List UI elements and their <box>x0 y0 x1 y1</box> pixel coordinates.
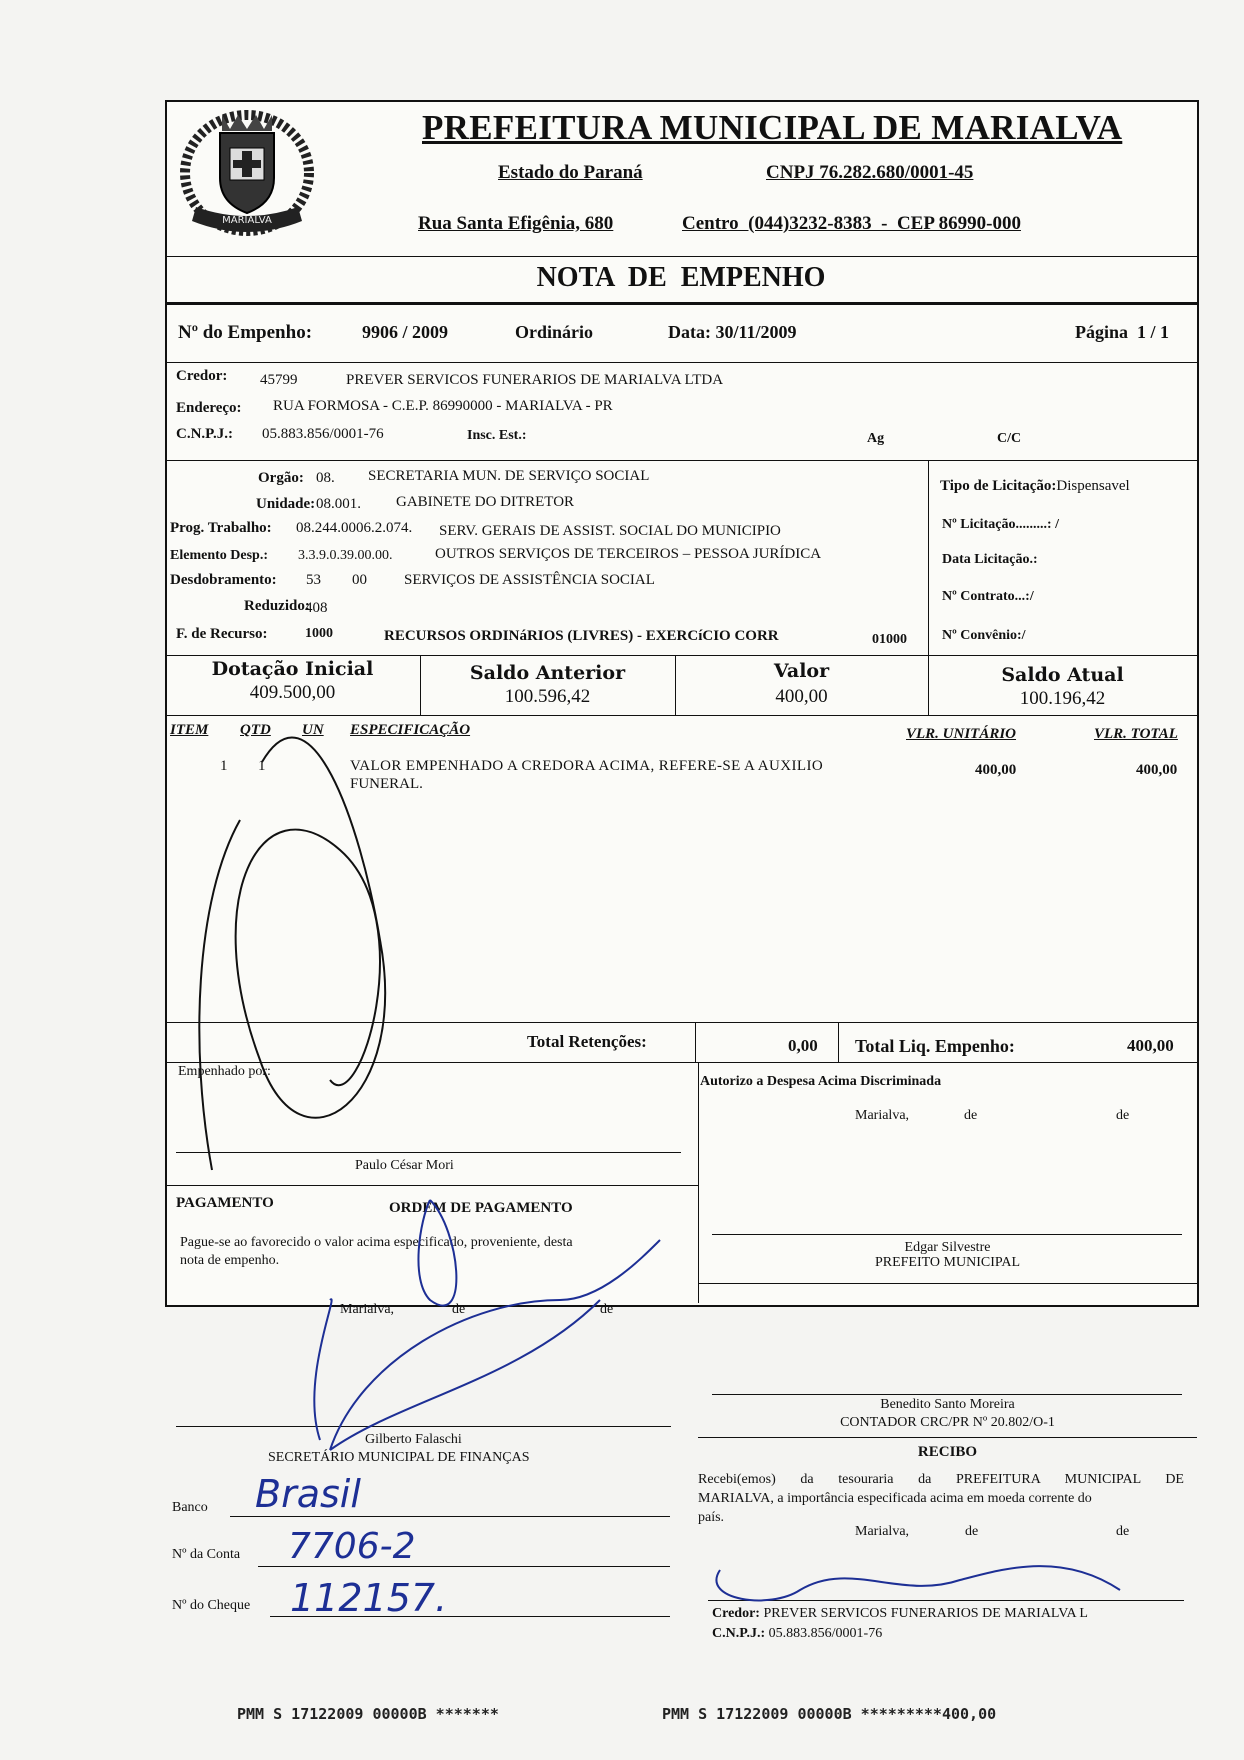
col-qtd: QTD <box>240 722 271 738</box>
prog-label: Prog. Trabalho: <box>170 520 272 536</box>
data-licitacao: Data Licitação.: <box>942 552 1038 567</box>
total-retencoes-label: Total Retenções: <box>527 1032 647 1051</box>
valor-label: Valor <box>773 660 830 682</box>
conta-label: Nº da Conta <box>172 1547 241 1562</box>
unidade-label: Unidade: <box>256 496 316 512</box>
page-number: Página 1 / 1 <box>1075 322 1170 342</box>
recibo-text-line1: Recebi(emos) da tesouraria da PREFEITURA MUNICIPAL DE <box>698 1472 1184 1487</box>
credor-address: RUA FORMOSA - C.E.P. 86990000 - MARIALVA - PR <box>273 398 613 414</box>
contador-role: CONTADOR CRC/PR Nº 20.802/O-1 <box>840 1415 1055 1430</box>
banco-label: Banco <box>172 1500 208 1515</box>
recibo-de1: de <box>965 1524 979 1539</box>
credor-label: Credor: <box>176 368 228 384</box>
saldo-anterior-label: Saldo Anterior <box>469 662 626 684</box>
payment-stamp-left: PMM S 17122009 00000B ******* <box>237 1705 499 1723</box>
elemento-label: Elemento Desp.: <box>170 548 268 563</box>
recibo-credor: Credor: PREVER SERVICOS FUNERARIOS DE MARIALVA L <box>712 1606 1088 1621</box>
pagamento-de1: de <box>452 1302 466 1317</box>
document-title: NOTA DE EMPENHO <box>536 262 826 293</box>
cheque-label: Nº do Cheque <box>172 1598 251 1613</box>
secretary-name: Gilberto Falaschi <box>365 1432 462 1447</box>
row-item: 1 <box>220 758 228 774</box>
desdobramento-name: SERVIÇOS DE ASSISTÊNCIA SOCIAL <box>404 572 655 588</box>
col-spec: ESPECIFICAÇÃO <box>350 722 471 738</box>
desdobramento-code2: 00 <box>352 572 367 588</box>
reduzido-value: 408 <box>305 600 328 616</box>
cc-label: C/C <box>997 431 1022 446</box>
cnpj-label: CNPJ 76.282.680/0001-45 <box>766 162 974 183</box>
pagamento-place: Marialva, <box>340 1302 395 1317</box>
col-total: VLR. TOTAL <box>1094 726 1178 742</box>
row-total: 400,00 <box>1136 762 1178 778</box>
saldo-atual-value: 100.196,42 <box>1019 688 1106 709</box>
row-spec-line1: VALOR EMPENHADO A CREDORA ACIMA, REFERE-SE A AUXILIO <box>350 758 824 774</box>
ordem-pagamento-title: ORDEM DE PAGAMENTO <box>389 1200 573 1216</box>
valor-value: 400,00 <box>775 686 828 707</box>
pagamento-text-line2: nota de empenho. <box>180 1253 280 1268</box>
address-label: Rua Santa Efigênia, 680 <box>418 213 614 234</box>
row-unit: 400,00 <box>975 762 1017 778</box>
payment-stamp-right: PMM S 17122009 00000B *********400,00 <box>662 1705 997 1723</box>
mayor-name: Edgar Silvestre <box>904 1240 991 1255</box>
secretary-role: SECRETÁRIO MUNICIPAL DE FINANÇAS <box>268 1450 530 1465</box>
numero-licitacao: Nº Licitação.........: / <box>942 517 1059 532</box>
dotacao-value: 409.500,00 <box>249 682 336 703</box>
prog-code: 08.244.0006.2.074. <box>296 520 413 536</box>
cheque-value: 112157. <box>290 1576 448 1620</box>
saldo-anterior-value: 100.596,42 <box>504 686 591 707</box>
saldo-atual-label: Saldo Atual <box>1001 664 1124 686</box>
orgao-label: Orgão: <box>258 470 304 486</box>
svg-text:MARIALVA: MARIALVA <box>222 215 272 226</box>
insc-est-label: Insc. Est.: <box>467 428 527 443</box>
credor-name: PREVER SERVICOS FUNERARIOS DE MARIALVA LTDA <box>346 372 724 388</box>
empenhado-label: Empenhado por: <box>178 1064 271 1079</box>
numero-contrato: Nº Contrato...:/ <box>942 589 1034 604</box>
recibo-title: RECIBO <box>917 1444 978 1460</box>
credor-code: 45799 <box>260 372 298 388</box>
conta-value: 7706-2 <box>288 1526 416 1567</box>
pagamento-de2: de <box>600 1302 614 1317</box>
recibo-text-line3: país. <box>698 1510 725 1525</box>
pagamento-text-line1: Pague-se ao favorecido o valor acima especificado, proveniente, desta <box>180 1235 573 1250</box>
total-liquido-value: 400,00 <box>1127 1036 1174 1055</box>
reduzido-label: Reduzido: <box>244 598 310 614</box>
recurso-label: F. de Recurso: <box>176 626 268 642</box>
orgao-name: SECRETARIA MUN. DE SERVIÇO SOCIAL <box>368 468 650 484</box>
total-retencoes-value: 0,00 <box>788 1036 818 1055</box>
tipo-licitacao-label: Tipo de Licitação:Dispensavel <box>940 478 1130 494</box>
banco-value: Brasil <box>255 1472 361 1516</box>
empenhado-name: Paulo César Mori <box>355 1158 454 1173</box>
prog-name: SERV. GERAIS DE ASSIST. SOCIAL DO MUNICIPIO <box>439 523 781 539</box>
state-label: Estado do Paraná <box>498 162 643 183</box>
contact-label: Centro (044)3232-8383 - CEP 86990-000 <box>682 213 1021 234</box>
recibo-de2: de <box>1116 1524 1130 1539</box>
empenho-label: Nº do Empenho: <box>178 322 313 343</box>
recurso-code: 1000 <box>305 626 333 641</box>
address-field-label: Endereço: <box>176 400 242 416</box>
numero-convenio: Nº Convênio:/ <box>942 628 1026 643</box>
unidade-name: GABINETE DO DITRETOR <box>396 494 575 510</box>
autorizo-de2: de <box>1116 1108 1130 1123</box>
desdobramento-label: Desdobramento: <box>170 572 277 588</box>
contador-name: Benedito Santo Moreira <box>880 1397 1015 1412</box>
row-qtd: 1 <box>258 758 266 774</box>
total-liquido-label: Total Liq. Empenho: <box>855 1036 1015 1056</box>
dotacao-label: Dotação Inicial <box>211 658 374 680</box>
recurso-code2: 01000 <box>872 632 907 647</box>
unidade-code: 08.001. <box>316 496 361 512</box>
empenho-number: 9906 / 2009 <box>362 322 449 342</box>
autorizo-de1: de <box>964 1108 978 1123</box>
municipality-title: PREFEITURA MUNICIPAL DE MARIALVA <box>422 108 1123 147</box>
col-un: UN <box>302 722 324 738</box>
ag-label: Ag <box>867 431 885 446</box>
orgao-code: 08. <box>316 470 335 486</box>
pagamento-title: PAGAMENTO <box>176 1195 274 1211</box>
col-unit: VLR. UNITÁRIO <box>906 726 1017 742</box>
col-item: ITEM <box>170 722 209 738</box>
recurso-name: RECURSOS ORDINáRIOS (LIVRES) - EXERCíCIO CORR <box>384 628 779 644</box>
mayor-role: PREFEITO MUNICIPAL <box>874 1255 1021 1270</box>
row-spec-line2: FUNERAL. <box>350 776 423 792</box>
elemento-name: OUTROS SERVIÇOS DE TERCEIROS – PESSOA JURÍDICA <box>435 546 822 562</box>
desdobramento-code1: 53 <box>306 572 321 588</box>
elemento-code: 3.3.9.0.39.00.00. <box>298 548 393 563</box>
empenho-type: Ordinário <box>515 322 594 342</box>
recibo-cnpj: C.N.P.J.: 05.883.856/0001-76 <box>712 1626 883 1641</box>
autorizo-place: Marialva, <box>855 1108 910 1123</box>
recibo-text-line2: MARIALVA, a importância especificada acima em moeda corrente do <box>698 1491 1092 1506</box>
cnpj-field-label: C.N.P.J.: <box>176 426 233 442</box>
credor-cnpj: 05.883.856/0001-76 <box>262 426 384 442</box>
empenho-date: Data: 30/11/2009 <box>668 322 797 342</box>
recibo-place: Marialva, <box>855 1524 910 1539</box>
autorizo-title: Autorizo a Despesa Acima Discriminada <box>700 1074 942 1089</box>
